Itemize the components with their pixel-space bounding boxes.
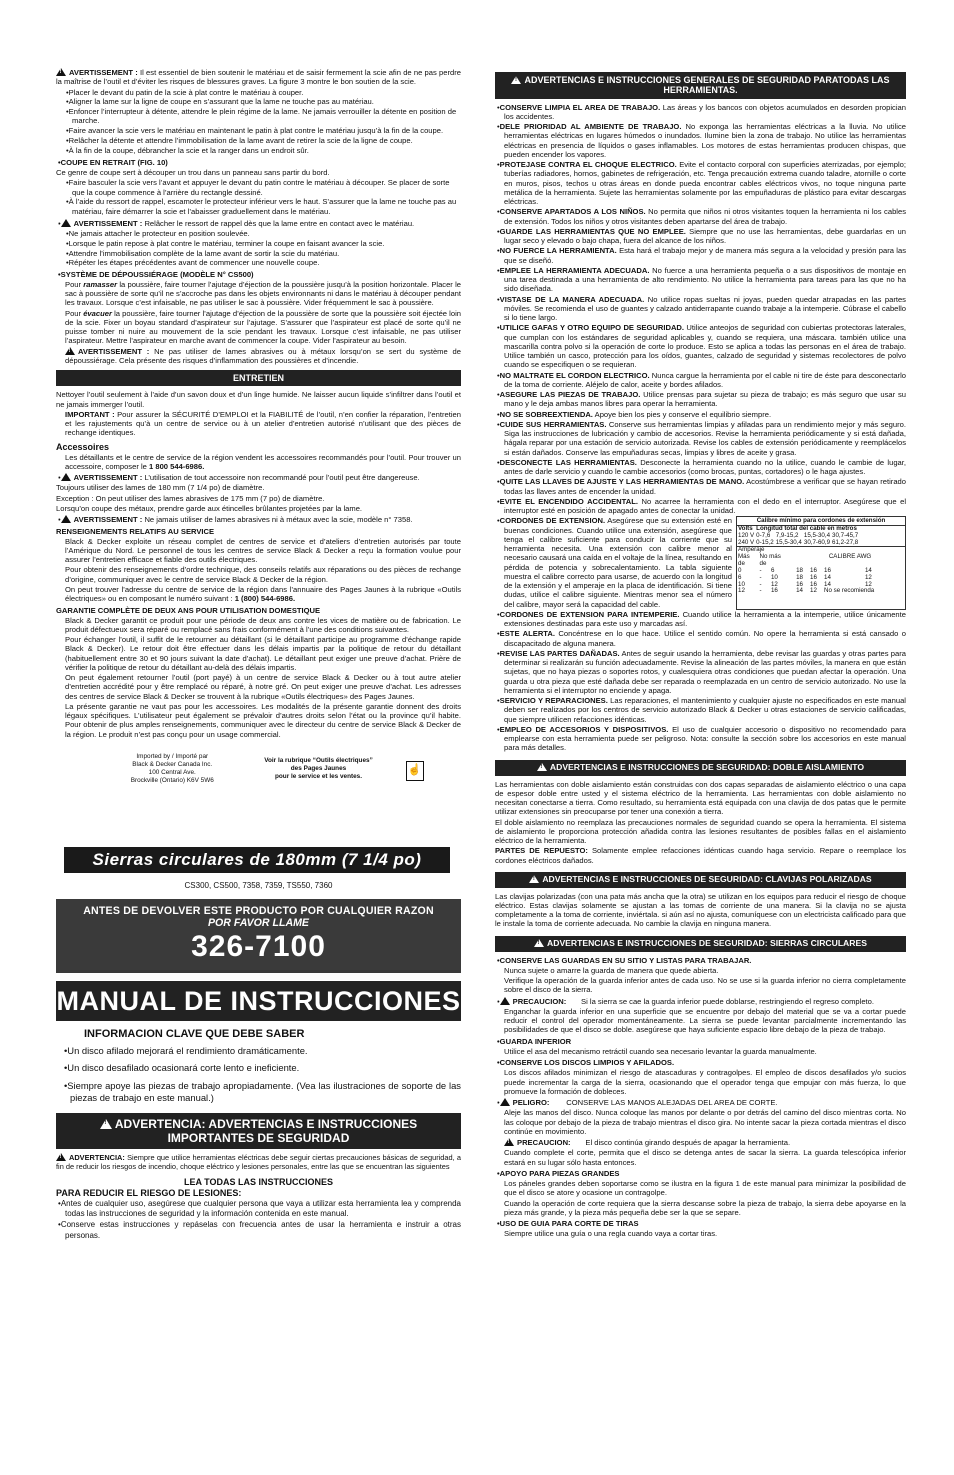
table-header: Longitud total del cable en metros (756, 525, 857, 532)
table-cell: 15,5-30,4 (803, 531, 831, 539)
paragraph: Los páneles grandes deben soportarse como se ilustra en la figura 1 de este manual para minimizar la posibilidad de que el disco se atore y ocasione un contragolpe. (504, 1179, 906, 1198)
text: ADVERTENCIAS E INSTRUCCIONES GENERALES DE SEGURIDAD PARATODAS LAS HERRAMIENTAS. (524, 75, 890, 96)
table-row (737, 588, 905, 595)
rule-title: QUITE LAS LLAVES DE AJUSTE Y LAS HERRAMIENTAS DE MANO. (499, 477, 745, 487)
rule-text: No utilice ropas sueltas ni joyas, pueden quedar atrapadas en las partes móviles. Se recomienda el uso de guantes y calzado antiderrapante cuando trabaje a la intemperie. Cúbrase el cabello si lo tiene largo. (504, 294, 906, 323)
safety-warning-bar (56, 1113, 461, 1149)
table-header: Más (738, 553, 750, 561)
table-row (737, 568, 905, 575)
phone-callout (56, 899, 461, 973)
rule-text: No acarree la herramienta con el dedo en el interruptor. Asegúrese que el interruptor esté en posición de apagado antes de conectar la unidad. (504, 496, 906, 516)
emphasis: évacuer (83, 308, 112, 318)
table-row (737, 575, 905, 582)
rule-text: Antes de seguir usando la herramienta, debe revisar las guardas y otras partes para determinar si realizarán su función adecuadamente. Revise la alineación de las partes móviles, la manera en que están sujetas, que no haya piezas o soportes rotos, y cualesquiera otras condiciones que puedan afectar la operación. Una guarda u otra pieza que esté dañada debe ser reparada o reemplazada en un centro de servicio autorizado. No use la herramienta si el interruptor no enciende y apaga. (504, 648, 906, 695)
text: des Pages Jaunes (290, 764, 347, 772)
section-bar-entretien: ENTRETIEN (56, 370, 461, 386)
warning-icon (65, 347, 75, 355)
rule-title: NO MALTRATE EL CORDON ELECTRICO. (499, 370, 650, 380)
warning-paragraph (56, 219, 461, 228)
rule-text: Desconecte la herramienta cuando no la utilice, cuando le cambie de lugar, antes de darle servicio y cuando le cambie accesorios (como brocas, puntas, cortadores) o le haga ajustes. (504, 457, 907, 477)
paragraph: Nunca sujete o amarre la guarda de manera que quede abierta. (504, 965, 719, 975)
table-cell: 14 (824, 580, 831, 588)
warning-label: AVERTISSEMENT : (69, 68, 138, 77)
paragraph: Enganchar la guarda inferior en una superficie que se encuentre por debajo del material que se va a cortar puede reducir el control del operador momentáneamente. La sierra se puede levantar parcialmente incrementando las posibilidades de que el disco se doble. asegúrese que haya suficiente espacio libre debajo de la pieza de trabajo. (504, 1006, 906, 1035)
table-cell: 15,5-30,4 (775, 538, 802, 546)
rule-text: No exponga las herramientas eléctricas a la lluvia. No utilice herramientas eléctricas en lugares húmedos o inundados. Ilumine bien la zona de trabajo. No utilice las herramientas eléctricas en presencia de líquidos o gases inflamables. Los motores de estas herramientas producen chispas, que pueden encender los vapores. (504, 122, 906, 159)
section-heading: • APOYO PARA PIEZAS GRANDES (495, 1169, 906, 1178)
table-cell: - (759, 587, 762, 595)
rule-title: CORDONES DE EXTENSION PARA INTEMPERIE. (499, 609, 680, 619)
rule-title: NO SE SOBREEXTIENDA. (499, 409, 593, 419)
paragraph: On peut également retourner l’outil (port payé) à un centre de service Black & Decker ou à tout autre atelier d’entretien accrédité pour y être remplacé ou réparé, à notre gré. On peut exiger une preuve d’achat. Les adresses des centres de service Black & Decker se trouvent à la rubrique «Outils électriques» des Pages Jaunes. (65, 673, 461, 701)
text: Black & Decker Canada Inc. (132, 760, 213, 768)
list-item: • Placer le devant du patin de la scie à plat contre le matériau à couper. (56, 88, 461, 97)
table-cell: 12 (738, 587, 745, 595)
model-numbers: CS300, CS500, 7358, 7359, TS550, 7360 (184, 880, 333, 890)
rule-text: Utilice prensas para sujetar su pieza de trabajo; es más seguro que usar su mano y le deja ambas manos libres para operar la herramienta. (504, 390, 906, 409)
warning-label: ADVERTENCIA: (69, 1152, 125, 1162)
label: IMPORTANT : (65, 409, 115, 419)
rule-title: GUARDE LAS HERRAMIENTAS QUE NO EMPLEE. (499, 226, 686, 236)
table-header: Amperaje (738, 546, 765, 554)
paragraph: Exception : On peut utiliser des lames abrasives de 175 mm (7 po) de diamètre. (56, 493, 325, 503)
table-cell: 30,7-60,9 (803, 538, 831, 546)
paragraph: Las clavijas polarizadas (con una pata más ancha que la otra) se utilizan en los equipos para reducir el riesgo de choque eléctrico. Estas clavijas solamente se ajustan a las tomas de corriente de una manera. Si la clavija no se ajusta completamente a la toma de corriente, inviértala. si aún así no ajusta, comuníquese con un electricista calificado para que le instale la toma de corriente adecuada. No cambie la clavija en ninguna manera. (495, 891, 906, 929)
list-item: • Aligner la lame sur la ligne de coupe en s’assurant que la lame ne touche pas au matériau. (56, 97, 461, 106)
text: Brockville (Ontario) K6V 5W6 (130, 776, 214, 784)
right-column (495, 68, 906, 1240)
list-item: • Lorsque le patin repose à plat contre le matériau, terminer la coupe en faisant avancer la scie. (56, 239, 461, 248)
text: Pour (65, 308, 84, 318)
rule-title: DESCONECTE LAS HERRAMIENTAS. (499, 457, 637, 467)
text: On peut trouver l’adresse du centre de service de la région dans l’annuaire des Pages Jaunes à la rubrique «Outils électriques» ou en composant le numéro suivant : (65, 584, 461, 604)
warning-icon (529, 875, 539, 883)
text: la poussière, faire tourner l’ajutage d’éjection de la poussière jusqu’à la position horizontale. Placer le sac à poussière de sorte qu’il ne s’accroche pas dans les objets environnants ni dans le matériau à découper pendant les travaux. Lorsque c’est infaisable, ne pas utiliser le sac à poussière. Vider fréquemment le sac à poussière. (65, 279, 461, 308)
rule-text: Esta hará el trabajo mejor y de manera más segura a la velocidad y presión para las que se diseñó. (504, 246, 906, 265)
table-cell: 12 (770, 580, 778, 588)
section-heading: • CONSERVE LAS GUARDAS EN SU SITIO Y LISTAS PARA TRABAJAR. (495, 956, 906, 965)
warning-label: AVERTISSEMENT : (78, 346, 150, 356)
text: ADVERTENCIAS E INSTRUCCIONES DE SEGURIDAD: DOBLE AISLAMIENTO (549, 761, 865, 772)
paragraph: Pour obtenir des renseignements d’ordre technique, des conseils relatifs aux réparations ou des pièces de rechange d’origine, communiquer avec le centre de service Black & Decker de la région. (65, 565, 461, 584)
list-item: • Enfoncer l’interrupteur à détente, attendre le plein régime de la lame. Ne jamais verrouiller la détente en position de marche. (56, 107, 461, 126)
section-heading: • SYSTÈME DE DÉPOUSSIÉRAGE (MODÈLE N° CS500) (56, 270, 461, 279)
table-cell: 14 (864, 566, 872, 574)
footer-boxes (56, 753, 461, 785)
table-header: Volts (738, 525, 753, 532)
paragraph (56, 280, 461, 308)
paragraph: El doble aislamiento no reemplaza las precauciones normales de seguridad cuando se opera la herramienta. El sistema de aislamiento le proporciona protección añadida contra las lesiones resultantes de posibles fallas en el aislamiento eléctrico de la herramienta. (495, 817, 906, 846)
table-cell: No se recomienda (824, 587, 875, 595)
danger-paragraph (495, 1098, 906, 1107)
warning-icon (56, 68, 66, 76)
rule-text: Cuando utilice la herramienta a la intemperie, utilice únicamente extensiones destinadas para este uso y marcadas así. (504, 609, 906, 629)
list-item: • Siempre apoye las piezas de trabajo apropiadamente. (Vea las ilustraciones de soporte de las piezas de trabajo en este manual.) (56, 1080, 461, 1105)
paragraph: Verifique la operación de la guarda inferior antes de cada uso. No se use si la guarda inferior no cierra completamente sobre el disco de la sierra. (504, 976, 906, 995)
table-cell: 18 (796, 573, 803, 581)
emphasis: ramasser (83, 279, 118, 289)
text: Pour assurer la SÉCURITÉ D’EMPLOI et la FIABILITÉ de l’outil, n’en confier la réparation, l’entretien et les rajustements qu’à un centre de service ou à un atelier d’entretien autorisé n’utilisant que des pièces de rechange identiques. (65, 409, 461, 438)
rule-title: CONSERVE APARTADOS A LOS NIÑOS. (499, 207, 646, 217)
section-bar-polarized-plugs (495, 872, 906, 888)
product-banner: Sierras circulares de 180mm (7 1/4 po) (64, 847, 450, 873)
section-heading: • CONSERVE LOS DISCOS LIMPIOS Y AFILADOS. (495, 1058, 906, 1067)
text: ADVERTENCIAS E INSTRUCCIONES DE SEGURIDAD: SIERRAS CIRCULARES (547, 937, 867, 948)
warning-text: Relâcher le ressort de rappel dès que la lame entre en contact avec le matériau. (144, 218, 415, 228)
page-title: MANUAL DE INSTRUCCIONES (56, 981, 461, 1021)
list-item: • Répéter les étapes précédentes avant de commencer une nouvelle coupe. (56, 258, 461, 267)
warning-paragraph (56, 473, 461, 482)
warning-icon (100, 1119, 112, 1129)
warning-text: Ne pas utiliser de lames abrasives ou à métaux lorsqu’on se sert du système de dépoussiérage. Cela présente des risques d’inflammation des poussières et d’incendie. (65, 346, 461, 365)
rule-text: Acostúmbrese a verificar que se hayan retirado todas las llaves antes de encender la unidad. (504, 477, 906, 496)
danger-text: CONSERVE LAS MANOS ALEJADAS DEL AREA DE CORTE. (566, 1098, 778, 1108)
warning-text: L’utilisation de tout accessoire non recommandé pour l’outil peut être dangereuse. (144, 473, 420, 483)
paragraph (56, 410, 461, 438)
table-title: Calibre mínimo para cordones de extensión (737, 517, 905, 526)
list-item: • Faire avancer la scie vers le matériau en maintenant le patin à plat contre le matériau jusqu’à la fin de la coupe. (56, 126, 461, 135)
list-item: • Ne jamais attacher le protecteur en position soulevée. (56, 229, 461, 238)
paragraph: Ce genre de coupe sert à découper un trou dans un panneau sans partir du bord. (56, 168, 330, 177)
warning-icon (534, 939, 544, 947)
rule-text: Siempre que no use las herramientas, debe guardarlas en un lugar seco y elevado o bajo chapa, fuera del alcance de los niños. (504, 226, 906, 246)
section-heading: RENSEIGNEMENTS RELATIFS AU SERVICE (56, 527, 215, 537)
paragraph (56, 585, 461, 604)
rule-title: EMPLEO DE ACCESORIOS Y DISPOSITIVOS. (499, 724, 669, 734)
rule-text: Conserve sus herramientas limpias y afiladas para un rendimiento mejor y más seguro. Siga las instrucciones de lubricación y cambio de accesorios. Revise la herramienta periódicamente y si está dañada, hágala reparar por una estación de servicio autorizada. Revise los cables de extensión periódicamente y reemplácelos si están dañados. Conserve las empuñaduras secas, limpias y libres de aceite y grasa. (504, 419, 906, 457)
rule-title: CORDONES DE EXTENSION. (499, 516, 606, 526)
table-cell: 16 (770, 587, 778, 595)
rule-title: PROTEJASE CONTRA EL CHOQUE ELECTRICO. (499, 160, 677, 170)
text: ADVERTENCIAS E INSTRUCCIONES DE SEGURIDAD: CLAVIJAS POLARIZADAS (542, 873, 872, 884)
general-safety-list-2 (495, 610, 906, 753)
paragraph: Black & Decker exploite un réseau complet de centres de service et d’ateliers d’entretien autorisés par toute l’Amérique du Nord. Le personnel de tous les centres de service Black & Decker a reçu la formation voulue pour assurer l’entretien efficace et fiable des outils électriques. (65, 536, 461, 565)
warning-icon (537, 763, 547, 771)
rule-text: No permita que niños ni otros visitantes toquen la herramienta ni los cables de extensión. Todos los niños y otros visitantes deben apartarse del área de trabajo. (504, 207, 906, 226)
extension-cord-section (495, 516, 906, 610)
table-cell: 14 (796, 587, 803, 595)
table-header: de (759, 560, 767, 568)
danger-label: PELIGRO: (512, 1098, 550, 1108)
left-column (56, 68, 461, 1242)
warning-label: AVERTISSEMENT : (73, 473, 143, 483)
warning-text: Siempre que utilice herramientas eléctricas debe seguir ciertas precauciones básicas de seguridad, a fin de reducir los riesgos de incendio, choque eléctrico y lesiones personales, entre las que se encuentran las siguientes (56, 1152, 462, 1171)
rule-text: No fuerce a una herramienta pequeña o a sus dispositivos de montaje en una tarea destinada a una herramienta de alto rendimiento. No utilice la herramienta para tareas para las que no ha sido diseñada. (504, 265, 906, 294)
paragraph: Pour échanger l’outil, il suffit de le retourner au détaillant (si le détaillant participe au programme d’échange rapide Black & Decker). Le retour doit être effectuer dans les délais impartis par la politique de retour du détaillant (habituellement entre 30 et 90 jours suivant la date d’achat). Le détaillant peut exiger une preuve d’achat. Prière de vérifier la politique de retour du détaillant au-delà des délais impartis. (65, 635, 461, 672)
caution-paragraph (495, 997, 906, 1006)
paragraph (56, 309, 461, 346)
list-item: • Conserve estas instrucciones y repáselas con frecuencia antes de usar la herramienta e instruir a otras personas. (56, 1220, 461, 1240)
warning-icon (511, 76, 521, 84)
section-heading: INFORMACION CLAVE QUE DEBE SABER (84, 1027, 305, 1040)
list-item: • À la fin de la coupe, débrancher la scie et la ranger dans un endroit sûr. (56, 146, 461, 155)
phone-number: 1 800 544-6986. (149, 461, 205, 471)
warning-label: AVERTISSEMENT : (73, 218, 143, 228)
table-cell: - (759, 573, 762, 581)
list-item: • Attendre l’immobilisation complète de la lame avant de sortir la scie du matériau. (56, 249, 461, 258)
paragraph: Aleje las manos del disco. Nunca coloque las manos por delante o por detrás del camino del disco mientras corta. No las coloque por debajo de la pieza de trabajo mientras el disco gira. No intente sacar la pieza cortada mientras el disco continúe en movimiento. (504, 1108, 906, 1136)
text: la poussière, faire tourner l’ajutage d’éjection de la poussière de sorte que la poussière soit éjectée loin de la scie. Fixer un boyau standard d’aspirateur sur l’ajutage. S’assurer que l’aspirateur est placé de sorte qu’il ne puisse tomber ni nuire au mouvement de la scie pendant les travaux. Lorsque c’est infaisable, ne pas utiliser l’aspirateur. Mettre l’aspirateur en marche avant de commencer la coupe. Vider l’aspirateur au besoin. (65, 308, 461, 346)
section-heading: • COUPE EN RETRAIT (FIG. 10) (56, 158, 461, 167)
warning-text: Il est essentiel de bien soutenir le matériau et de saisir fermement la scie afin de ne pas perdre la maîtrise de l’outil et d’éviter les risques de blessures graves. La figure 3 montre le bon soutien de la scie. (56, 68, 461, 87)
table-cell: 16 (810, 566, 817, 574)
label: PARTES DE REPUESTO: (495, 846, 588, 856)
rule-title: VISTASE DE LA MANERA ADECUADA. (499, 294, 645, 304)
section-heading: Accessoires (56, 441, 110, 452)
paragraph: La présente garantie ne vaut pas pour les accessoires. Les modalités de la présente garantie donnent des droits légaux spécifiques. L’utilisateur peut également se prévaloir d’autres droits selon l’état ou la province qu’il habite. Pour obtenir de plus amples renseignements, communiquer avec le directeur du centre de service Black & Decker de la région. Le produit n’est pas conçu pour un usage commercial. (65, 701, 461, 739)
list-item: • Un disco afilado mejorará el rendimiento dramáticamente. (56, 1045, 461, 1057)
warning-icon (61, 515, 71, 523)
caution-label: PRECAUCION: (517, 1138, 571, 1148)
list-item: • Faire basculer la scie vers l’avant et appuyer le devant du patin contre le matériau à découper. Se placer de sorte que la coupe commence à l’arrière du rectangle dessiné. (56, 178, 461, 197)
section-heading: PARA REDUCIR EL RIESGO DE LESIONES: (56, 1187, 242, 1198)
rule-title: ASEGURE LAS PIEZAS DE TRABAJO. (499, 390, 641, 400)
caution-text: Si la sierra se cae la guarda inferior puede doblarse, restringiendo el regreso completo. (581, 996, 874, 1006)
paragraph: Los discos afilados minimizan el riesgo de atascaduras y contragolpes. El empleo de discos desafilados y/o sucios puede incrementar la carga de la sierra, ocasionando que el operador tenga que empujar con más fuerza, lo que promueve la formación de dobleces. (504, 1068, 906, 1096)
rule-title: ESTE ALERTA. (499, 629, 555, 639)
table-cell: 0-7,6 (756, 531, 771, 539)
general-safety-list (495, 103, 906, 516)
text: pour le service et les ventes. (274, 772, 363, 780)
paragraph: Utilice el asa del mecanismo retráctil cuando sea necesario levantar la guarda manualmente. (504, 1046, 817, 1056)
table-cell: 7,9-15,2 (775, 531, 799, 539)
table-cell: - (759, 580, 762, 588)
section-heading: GARANTIE COMPLÈTE DE DEUX ANS POUR UTILISATION DOMESTIQUE (56, 606, 321, 616)
phone-number: 326-7100 (191, 930, 326, 964)
table-cell: 14 (824, 573, 831, 581)
rule-text: Apoye bien los pies y conserve el equilibrio siempre. (594, 409, 772, 419)
caution-label: PRECAUCION: (512, 996, 567, 1006)
extension-cord-table (736, 516, 906, 610)
yellow-pages-box (249, 753, 389, 781)
rule-text: Utilice anteojos de seguridad con cubiertas protectoras laterales, que cumplan con los estándares de seguridad aplicables y, cuando se requiera, una máscara. también utilice una mascarilla contra polvo si la operación de corte lo produce. Esto se aplica a todas las personas en el área de trabajo. Utilice también un casco, protección para los oídos, guantes, calzado de seguridad y sistemas recolectores de polvo cuando se especifiquen o se requieran. (504, 323, 906, 370)
warning-icon (61, 473, 71, 481)
list-item: • Antes de cualquier uso, asegúrese que cualquier persona que vaya a utilizar esta herramienta lea y comprenda todas las instrucciones de seguridad y la información contenida en este manual. (56, 1199, 461, 1219)
section-bar-circular-saws (495, 936, 906, 952)
rule-title: NO FUERCE LA HERRAMIENTA. (499, 246, 617, 256)
text: 100 Central Ave. (148, 768, 196, 776)
text: ADVERTENCIA: ADVERTENCIAS E INSTRUCCIONES (114, 1116, 418, 1131)
table-cell: 240 V (738, 538, 755, 546)
paragraph: Nettoyer l’outil seulement à l’aide d’un savon doux et d’un linge humide. Ne laisser aucun liquide s’infiltrer dans l’outil et ne jamais immerger l’outil. (56, 390, 461, 409)
table-cell: 12 (864, 573, 872, 581)
table-header: No más (759, 553, 781, 561)
rule-text: Asegúrese que su extensión esté en buenas condiciones. Cuando utilice una extensión, asegúrese que tenga el calibre suficiente para conducir la corriente que su herramienta necesita. Una extensión con calibre menor al necesario causará una caída en el voltaje de la línea, resultando en pérdida de potencia y sobrecalentamiento. La tabla siguiente muestra el calibre correcto para usarse, de acuerdo con la longitud de la extensión y el amperaje en la placa de identificación. Si tiene dudas, utilice el calibre siguiente. Mientras menor sea el número del calibre, mayor será la capacidad del cable. (504, 516, 732, 609)
paragraph: Cuando complete el corte, permita que el disco se detenga antes de sacar la sierra. La guarda telescópica inferior estará en su lugar sólo hasta entonces. (504, 1148, 906, 1167)
section-bar-general (495, 72, 906, 99)
table-header: de (738, 560, 745, 568)
table-cell: 6 (738, 573, 742, 581)
imported-by-box (113, 753, 231, 785)
rule-text: Evite el contacto corporal con superficies aterrizadas, por ejemplo; tuberías radiadores, hornos, gabinetes de refrigeración, etc. Tenga precaución extrema cuando taladre, atornille o corte en muros, pisos, techos u otras áreas en donde pueda encontrar cables eléctricos vivos, no toque ninguna parte metálica de la herramienta. Sujete las herramientas solamente por las empuñaduras de plástico para evitar descargas eléctricas. (504, 160, 906, 207)
paragraph: Lorsqu’on coupe des métaux, prendre garde aux étincelles brûlantes projetées par la lame. (56, 503, 363, 513)
section-heading: LEA TODAS LAS INSTRUCCIONES (183, 1176, 333, 1187)
warning-icon (500, 997, 510, 1005)
text: Pour (65, 279, 84, 289)
rule-title: SERVICIO Y REPARACIONES. (499, 696, 608, 706)
section-heading: • GUARDA INFERIOR (495, 1037, 906, 1046)
text: IMPORTANTES DE SEGURIDAD (167, 1130, 350, 1145)
text: Imported by / Importé par (136, 752, 209, 760)
paragraph (495, 846, 906, 865)
section-heading: • USO DE GUIA PARA CORTE DE TIRAS (495, 1219, 906, 1228)
key-info-list (56, 1045, 461, 1105)
table-cell: 120 V (738, 531, 755, 539)
rule-title: EMPLEE LA HERRAMIENTA ADECUADA. (499, 265, 650, 275)
warning-paragraph (56, 347, 461, 366)
rule-text: Concéntrese en lo que hace. Utilice el sentido común. No opere la herramienta si está cansado o discapacitado de alguna manera. (504, 629, 906, 648)
phone-callout-line: ANTES DE DEVOLVER ESTE PRODUCTO POR CUALQUIER RAZON (83, 904, 434, 917)
warning-icon (61, 219, 71, 227)
table-cell: 12 (864, 580, 872, 588)
rule-title: CUIDE SUS HERRAMIENTAS. (499, 419, 607, 429)
warning-paragraph (56, 515, 461, 524)
warning-icon (500, 1098, 510, 1106)
table-cell: 0-15,2 (756, 538, 774, 546)
paragraph: Las herramientas con doble aislamiento están construidas con dos capas separadas de aislamiento eléctrico o una capa de espesor doble entre usted y el sistema eléctrico de la herramienta. Las herramientas con doble aislamiento no necesitan conectarse a tierra. Como resultado, su herramienta está equipada con una clavija de dos patas que le permite utilizar extensiones sin preocuparse por tener una conexión a tierra. (495, 779, 906, 817)
table-cell: 16 (824, 566, 831, 574)
table-cell: 6 (770, 566, 775, 574)
rule-title: UTILICE GAFAS Y OTRO EQUIPO DE SEGURIDAD. (499, 323, 685, 333)
table-row (737, 540, 859, 547)
rule-title: CONSERVE LIMPIA EL AREA DE TRABAJO. (499, 102, 661, 112)
warning-icon (504, 1138, 514, 1146)
list-item: • À l’aide du ressort de rappel, escamoter le protecteur inférieur vers le haut. S’assurer que la lame ne touche pas au matériau, faire démarrer la scie et l’abaisser graduellement dans le matériau. (56, 197, 461, 216)
rule-text: Las reparaciones, el mantenimiento y cualquier ajuste no especificados en este manual deben ser realizados por los centros de servicio autorizado Black & Decker u otras estaciones de servicio calificadas, que siempre utilicen refacciones idénticas. (504, 696, 906, 724)
caution-paragraph (495, 1138, 906, 1147)
paragraph: Black & Decker garantit ce produit pour une période de deux ans contre les vices de matière ou de fabrication. Le produit défectueux sera réparé ou remplacé sans frais conformément à l’une des conditions suivantes. (65, 615, 461, 634)
table-cell: 16 (796, 580, 803, 588)
section-bar-double-insulation (495, 760, 906, 776)
rule-text: Nunca cargue la herramienta por el cable ni tire de éste para desconectarlo de la toma de corriente. Aléjelo de calor, aceite y bordes afilados. (504, 370, 906, 389)
warning-paragraph (56, 68, 461, 87)
paragraph (56, 453, 461, 472)
yellow-pages-logo-icon: ☝ (406, 761, 424, 781)
table-cell: 16 (810, 573, 817, 581)
rule-title: EVITE EL ENCENDIDO ACCIDENTAL. (499, 496, 638, 506)
text: Les détaillants et le centre de service de la région vendent les accessoires recommandés pour l’outil. Pour trouver un accessoire, composer le (65, 452, 461, 471)
table-header: CALIBRE AWG (828, 553, 872, 561)
paragraph: Cuando la operación de corte requiera que la sierra descanse sobre la pieza de trabajo, la sierra debe apoyarse en la pieza más grande, y la pieza más pequeña debe ser la que se separe. (504, 1198, 906, 1217)
table-cell: 16 (810, 580, 817, 588)
caution-text: El disco continúa girando después de apagar la herramienta. (585, 1138, 791, 1148)
table-row (737, 582, 905, 589)
phone-number: 1 (800) 544-6986. (234, 594, 296, 604)
warning-paragraph (56, 1153, 461, 1171)
warning-text: Ne jamais utiliser de lames abrasives ni à métaux avec la scie, modèle n° 7358. (144, 515, 413, 525)
list-item: • Un disco desafilado ocasionará corte lento e ineficiente. (56, 1062, 461, 1074)
text: Voir la rubrique “Outils électriques” (264, 756, 373, 764)
table-cell: 18 (796, 566, 803, 574)
paragraph: Toujours utiliser des lames de 180 mm (7 1/4 po) de diamètre. (56, 483, 265, 493)
list-item: • Relâcher la détente et attendre l’immobilisation de la lame avant de retirer la scie de la ligne de coupe. (56, 136, 461, 145)
table-cell: 30,7-45,7 (832, 531, 859, 539)
table-cell: 61,2-27,8 (832, 538, 859, 546)
warning-label: AVERTISSEMENT : (73, 515, 143, 525)
rule-text: El uso de cualquier accesorio o dispositivo no recomendado para emplearse con esta herramienta puede ser peligroso. Nota: consulte la sección sobre los accesorios en este manual para más detalles. (504, 724, 906, 753)
rule-title: REVISE LAS PARTES DAÑADAS. (499, 648, 620, 658)
rule-title: DELE PRIORIDAD AL AMBIENTE DE TRABAJO. (499, 122, 682, 132)
text: Solamente emplee refacciones idénticas cuando haga servicio. Repare o reemplace los cordones eléctricos dañados. (495, 846, 906, 865)
table-cell: 10 (770, 573, 778, 581)
warning-bullets (56, 88, 461, 155)
paragraph: Siempre utilice una guía o una regla cuando vaya a cortar tiras. (504, 1229, 718, 1239)
table-cell: 10 (738, 580, 745, 588)
rule-text: Las áreas y los bancos con objetos acumulados en desorden propician los accidentes. (504, 102, 906, 121)
table-cell: - (759, 566, 762, 574)
warning-icon (56, 1153, 66, 1161)
table-cell: 0 (738, 566, 742, 574)
phone-callout-line: POR FAVOR LLAME (207, 917, 310, 930)
table-cell: 12 (810, 587, 817, 595)
